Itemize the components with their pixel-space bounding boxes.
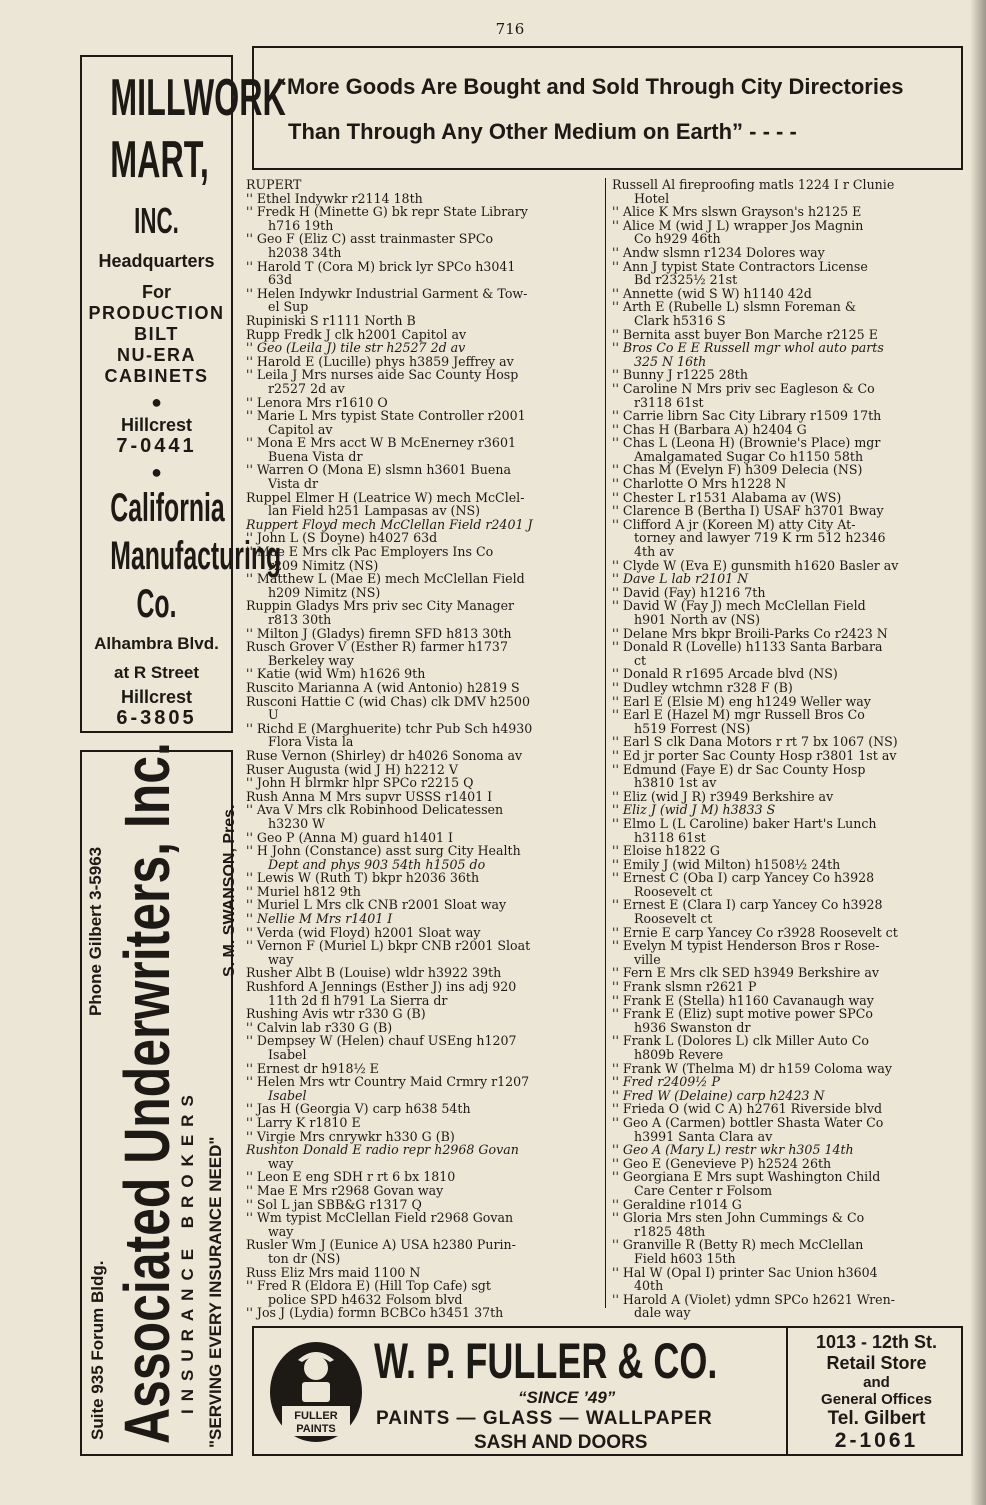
directory-entry-line: '' Ava V Mrs clk Robinhood Delicatessen	[246, 802, 504, 818]
directory-entry-line: '' Lenora Mrs r1610 O	[246, 394, 388, 410]
directory-entry-line: '' Geo A (Carmen) bottler Shasta Water Co	[612, 1114, 884, 1130]
directory-entry-line: '' Wm typist McClellan Field r2968 Govan	[246, 1210, 514, 1226]
directory-entry-line: '' Fredk H (Minette G) bk repr State Library	[246, 204, 528, 220]
directory-entry-line: '' Mae E Mrs clk Pac Employers Ins Co	[246, 544, 494, 560]
fuller-paints-logo	[268, 1340, 364, 1444]
directory-entry-line: '' Donald R (Lovelle) h1133 Santa Barbara	[612, 639, 883, 655]
directory-entry-line: Bd r2325½ 21st	[634, 272, 738, 288]
directory-entry-line: '' David (Fay) h1216 7th	[612, 584, 766, 600]
directory-entry-line: '' Chas L (Leona H) (Brownie's Place) mgr	[612, 435, 881, 451]
directory-entry-line: '' Fred r2409½ P	[612, 1074, 720, 1090]
directory-entry-line: '' Eliz (wid J R) r3949 Berkshire av	[612, 788, 834, 804]
directory-entry-line: '' Evelyn M typist Henderson Bros r Rose-	[612, 938, 880, 954]
directory-entry-line: '' Fern E Mrs clk SED h3949 Berkshire av	[612, 965, 880, 981]
logo-text: FULLER	[294, 1410, 338, 1422]
directory-entry-line: '' Dempsey W (Helen) chauf USEng h1207	[246, 1033, 517, 1049]
ad-president: S. M. SWANSON, Pres.	[221, 804, 238, 977]
directory-entry-line: '' Gloria Mrs sten John Cummings & Co	[612, 1210, 865, 1226]
directory-entry-line: '' Fred W (Delaine) carp h2423 N	[612, 1087, 825, 1103]
directory-entry-line: 325 N 16th	[634, 353, 707, 369]
directory-entry-line: '' Donald R r1695 Arcade blvd (NS)	[612, 666, 838, 682]
directory-entry-line: '' Harold T (Cora M) brick lyr SPCo h3041	[246, 258, 516, 274]
directory-entry-line: '' Matthew L (Mae E) mech McClellan Field	[246, 571, 525, 587]
directory-entry-line: '' Emily J (wid Milton) h1508½ 24th	[612, 856, 841, 872]
directory-entry-line: '' Charlotte O Mrs h1228 N	[612, 476, 787, 492]
directory-entry-line: '' John H blrmkr hlpr SPCo r2215 Q	[246, 775, 474, 791]
fuller-name: W. P. FULLER & CO.	[374, 1333, 718, 1389]
directory-entry-line: '' Hal W (Opal I) printer Sac Union h3604	[612, 1264, 878, 1280]
directory-entry-line: ct	[634, 652, 647, 668]
directory-entry-line: Rusch Grover V (Esther R) farmer h1737	[246, 639, 508, 655]
directory-entry-line: Rusher Albt B (Louise) wldr h3922 39th	[246, 965, 502, 981]
directory-entry-line: Rushton Donald E radio repr h2968 Govan	[246, 1142, 519, 1158]
banner-line-2: Than Through Any Other Medium on Earth” - - - -	[288, 119, 797, 144]
directory-entry-line: h519 Forrest (NS)	[634, 720, 751, 736]
svg-text:PAINTS: PAINTS	[296, 1423, 336, 1435]
ad-company-name-2: MART,	[110, 131, 209, 189]
directory-column-left	[246, 178, 602, 1320]
directory-entry-line: Ruppin Gladys Mrs priv sec City Manager	[246, 598, 515, 614]
directory-entry-line: 11th 2d fl h791 La Sierra dr	[268, 992, 448, 1008]
directory-entry-line: ville	[634, 951, 661, 967]
ad-phone-number-2: 6-3805	[116, 707, 197, 729]
ad-suite: Suite 935 Forum Bldg.	[88, 1260, 107, 1440]
directory-entry-line: r1825 48th	[634, 1223, 706, 1239]
directory-entry-line: '' Geo (Leila J) tile str h2527 2d av	[246, 340, 466, 356]
ad-underwriters-subtitle: INSURANCE BROKERS	[178, 1087, 197, 1414]
directory-entry-line: '' Delane Mrs bkpr Broili-Parks Co r2423 N	[612, 625, 888, 641]
directory-entry-line: '' Warren O (Mona E) slsmn h3601 Buena	[246, 462, 511, 478]
directory-entry-line: Russ Eliz Mrs maid 1100 N	[246, 1264, 421, 1280]
directory-entry-line: '' Harold A (Violet) ydmn SPCo h2621 Wren-	[612, 1291, 896, 1307]
directory-entry-line: '' Geo A (Mary L) restr wkr h305 14th	[612, 1142, 854, 1158]
ad-nu-era: NU-ERA	[117, 345, 196, 365]
directory-entry-line: ton dr (NS)	[268, 1250, 341, 1266]
directory-entry-line: '' Eloise h1822 G	[612, 843, 720, 859]
directory-entry-line: h2038 34th	[268, 244, 342, 260]
page-number: 716	[495, 20, 525, 38]
directory-entry-line: Rupp Fredk J clk h2001 Capitol av	[246, 326, 467, 342]
fuller-tel: Tel. Gilbert	[827, 1408, 926, 1429]
directory-entry-line: '' Georgiana E Mrs supt Washington Child	[612, 1169, 881, 1185]
directory-entry-line: Rushing Avis wtr r330 G (B)	[246, 1006, 426, 1022]
directory-entry-line: h809b Revere	[634, 1047, 724, 1062]
bullet-icon: ●	[151, 392, 162, 412]
directory-column-right	[612, 178, 964, 1320]
directory-entry-line: '' Nellie M Mrs r1401 I	[246, 911, 393, 927]
directory-entry-line: Ruppert Floyd mech McClellan Field r2401 J	[246, 516, 533, 532]
directory-entry-line: '' Ed jr porter Sac County Hosp r3801 1st av	[612, 747, 897, 763]
directory-entry-line: r813 30th	[268, 612, 332, 627]
ad-address-2: at R Street	[113, 663, 200, 682]
directory-entry-line: h3230 W	[268, 815, 326, 831]
ad-california-3: Co.	[136, 582, 177, 626]
directory-entry-line: Ruscito Marianna A (wid Antonio) h2819 S	[246, 679, 520, 695]
ad-underwriters-slogan: "SERVING EVERY INSURANCE NEED"	[206, 1136, 225, 1448]
directory-entry-line: r3118 61st	[634, 394, 704, 410]
ad-company-name-3: INC.	[134, 200, 179, 241]
fuller-and: and	[863, 1374, 890, 1391]
directory-entry-line: '' Chas H (Barbara A) h2404 G	[612, 421, 807, 437]
directory-entry-line: '' Muriel L Mrs clk CNB r2001 Sloat way	[246, 897, 507, 913]
directory-entry-line: Ruse Vernon (Shirley) dr h4026 Sonoma av	[246, 747, 523, 763]
directory-entry-line: Rupiniski S r1111 North B	[246, 312, 416, 328]
directory-entry-line: '' Harold E (Lucille) phys h3859 Jeffrey av	[246, 353, 514, 369]
directory-entry-line: '' Geo E (Genevieve P) h2524 26th	[612, 1155, 832, 1171]
directory-entry-line: '' Mae E Mrs r2968 Govan way	[246, 1182, 444, 1198]
directory-entry-line: '' Ernie E carp Yancey Co r3928 Roosevelt ct	[612, 924, 898, 940]
directory-entry-line: el Sup	[268, 299, 309, 315]
directory-entry-line: h901 North av (NS)	[634, 612, 761, 627]
ad-cabinets: CABINETS	[104, 366, 209, 386]
directory-entry-line: '' Muriel h812 9th	[246, 883, 361, 899]
ad-address-1: Alhambra Blvd.	[94, 634, 219, 653]
directory-entry-line: Flora Vista la	[268, 734, 354, 750]
fuller-products: PAINTS — GLASS — WALLPAPER	[376, 1408, 713, 1429]
page-edge-shadow	[970, 0, 986, 1505]
directory-entry-line: '' Ann J typist State Contractors License	[612, 258, 868, 274]
directory-entry-line: '' Frank E (Eliz) supt motive power SPCo	[612, 1006, 873, 1022]
directory-entry-line: Dept and phys 903 54th h1505 do	[268, 856, 486, 872]
directory-entry-line: '' Larry K r1810 E	[246, 1114, 361, 1130]
directory-entry-line: '' Milton J (Gladys) firemn SFD h813 30th	[246, 625, 512, 641]
directory-entry-line: Field h603 15th	[634, 1250, 736, 1266]
directory-entry-line: '' John L (S Doyne) h4027 63d	[246, 530, 438, 546]
directory-entry-line: '' Chas M (Evelyn F) h309 Delecia (NS)	[612, 462, 863, 478]
directory-entry-line: way	[268, 1155, 294, 1171]
directory-entry-line: Rusconi Hattie C (wid Chas) clk DMV h2500	[246, 693, 530, 709]
directory-entry-line: dale way	[634, 1305, 691, 1321]
directory-entry-line: Roosevelt ct	[634, 911, 713, 927]
directory-entry-line: '' Geo F (Eliz C) asst trainmaster SPCo	[246, 231, 494, 247]
directory-entry-line: Berkeley way	[268, 652, 354, 668]
ad-phone-exchange-1: Hillcrest	[120, 415, 193, 435]
directory-entry-line: way	[268, 1223, 294, 1239]
directory-entry-line: '' Clarence B (Bertha I) USAF h3701 Bway	[612, 503, 884, 519]
directory-entry-line: Amalgamated Sugar Co h1150 58th	[634, 448, 864, 464]
ad-headquarters: Headquarters	[98, 251, 215, 271]
directory-entry-line: '' Jas H (Georgia V) carp h638 54th	[246, 1101, 471, 1117]
ad-underwriters-name: Associated Underwriters, Inc.	[111, 742, 183, 1444]
directory-entry-line: '' Ernest E (Clara I) carp Yancey Co h3928	[612, 897, 883, 913]
directory-entry-line: 4th av	[634, 544, 674, 560]
directory-entry-line: h209 Nimitz (NS)	[268, 584, 381, 600]
directory-entry-line: Hotel	[634, 190, 670, 206]
directory-entry-line: Buena Vista dr	[268, 448, 363, 464]
directory-entry-line: '' Frank W (Thelma M) dr h159 Coloma way	[612, 1060, 892, 1076]
directory-entry-line: '' Lewis W (Ruth T) bkpr h2036 36th	[246, 870, 480, 886]
directory-entry-line: '' Frank slsmn r2621 P	[612, 979, 757, 995]
ad-california-1: California	[110, 486, 225, 530]
directory-entry-line: '' Alice M (wid J L) wrapper Jos Magnin	[612, 217, 864, 233]
ad-california-2: Manufacturing	[110, 534, 282, 578]
directory-entry-line: Co h929 46th	[634, 231, 721, 247]
directory-entry-line: '' Frank E (Stella) h1160 Cavanaugh way	[612, 992, 874, 1008]
directory-entry-line: Rush Anna M Mrs supvr USSS r1401 I	[246, 788, 493, 804]
ad-production: PRODUCTION	[88, 303, 225, 323]
directory-entry-line: '' Frank L (Dolores L) clk Miller Auto Co	[612, 1033, 869, 1049]
directory-entry-line: U	[268, 707, 279, 723]
directory-entry-line: '' Geo P (Anna M) guard h1401 I	[246, 829, 453, 845]
directory-entry-line: '' Andw slsmn r1234 Dolores way	[612, 244, 825, 260]
directory-entry-line: '' Mona E Mrs acct W B McEnerney r3601	[246, 435, 516, 451]
directory-entry-line: RUPERT	[246, 177, 302, 192]
directory-entry-line: '' Elmo L (L Caroline) baker Hart's Lunch	[612, 815, 877, 831]
directory-entry-line: '' Bunny J r1225 28th	[612, 367, 748, 383]
directory-entry-line: Isabel	[268, 1087, 307, 1103]
directory-entry-line: '' Caroline N Mrs priv sec Eagleson & Co	[612, 380, 875, 396]
directory-entry-line: '' Virgie Mrs cnrywkr h330 G (B)	[246, 1128, 455, 1144]
directory-entry-line: '' Marie L Mrs typist State Controller r2001	[246, 408, 526, 424]
directory-entry-line: '' Granville R (Betty R) mech McClellan	[612, 1237, 864, 1253]
directory-entry-line: 40th	[634, 1278, 664, 1294]
directory-entry-line: '' Clifford A jr (Koreen M) atty City At-	[612, 516, 856, 532]
banner-line-1: “More Goods Are Bought and Sold Through City Directories	[276, 74, 904, 99]
directory-entry-line: Rusler Wm J (Eunice A) USA h2380 Purin-	[246, 1237, 516, 1253]
directory-entry-line: '' Eliz J (wid J M) h3833 S	[612, 802, 776, 818]
directory-entry-line: Ruser Augusta (wid J H) h2212 V	[246, 761, 458, 777]
slogan-banner	[252, 46, 963, 170]
directory-entry-line: 63d	[268, 272, 293, 288]
directory-entry-line: '' Geraldine r1014 G	[612, 1196, 742, 1212]
directory-entry-line: '' Edmund (Faye E) dr Sac County Hosp	[612, 761, 866, 777]
directory-entry-line: '' Helen Mrs wtr Country Maid Crmry r1207	[246, 1074, 530, 1090]
directory-entry-line: '' Bros Co E E Russell mgr whol auto parts	[612, 340, 884, 356]
directory-entry-line: '' Ernest dr h918½ E	[246, 1060, 379, 1076]
column-divider	[605, 178, 606, 1308]
directory-entry-line: '' Arth E (Rubelle L) slsmn Foreman &	[612, 299, 857, 315]
directory-entry-line: '' Calvin lab r330 G (B)	[246, 1019, 393, 1035]
directory-entry-line: '' Dudley wtchmn r328 F (B)	[612, 679, 793, 695]
directory-entry-line: '' Sol L jan SBB&G r1317 Q	[246, 1196, 422, 1212]
directory-entry-line: h3118 61st	[634, 829, 706, 845]
directory-entry-line: '' Earl E (Hazel M) mgr Russell Bros Co	[612, 707, 865, 723]
associated-underwriters-ad	[80, 742, 238, 1456]
directory-entry-line: '' Leila J Mrs nurses aide Sac County Hosp	[246, 367, 519, 383]
directory-entry-line: way	[268, 951, 294, 967]
directory-entry-line: Care Center r Folsom	[634, 1182, 773, 1198]
directory-entry-line: '' Helen Indywkr Industrial Garment & Tow-	[246, 285, 528, 301]
directory-entry-line: Roosevelt ct	[634, 883, 713, 899]
directory-entry-line: lan Field h251 Lampasas av (NS)	[268, 503, 481, 519]
directory-entry-line: '' Earl S clk Dana Motors r rt 7 bx 1067 (NS)	[612, 734, 898, 750]
directory-entry-line: Ruppel Elmer H (Leatrice W) mech McClel-	[246, 489, 525, 505]
directory-entry-line: '' Fred R (Eldora E) (Hill Top Cafe) sgt	[246, 1278, 491, 1294]
directory-entry-line: r2527 2d av	[268, 380, 345, 396]
directory-entry-line: '' Dave L lab r2101 N	[612, 571, 749, 587]
ad-phone-number-1: 7-0441	[116, 435, 197, 457]
fuller-store: Retail Store	[826, 1353, 927, 1373]
directory-entry-line: '' Clyde W (Eva E) gunsmith h1620 Basler av	[612, 557, 899, 573]
ad-phone: Phone Gilbert 3-5963	[86, 846, 105, 1016]
directory-entry-line: Russell Al fireproofing matls 1224 I r Clunie	[612, 177, 895, 192]
directory-entry-line: Rushford A Jennings (Esther J) ins adj 920	[246, 979, 517, 995]
directory-entry-line: '' Chester L r1531 Alabama av (WS)	[612, 489, 842, 505]
directory-entry-line: '' Earl E (Elsie M) eng h1249 Weller way	[612, 693, 871, 709]
directory-entry-line: torney and lawyer 719 K rm 512 h2346	[634, 530, 886, 546]
directory-entry-line: '' Ernest C (Oba I) carp Yancey Co h3928	[612, 870, 875, 886]
directory-entry-line: '' Annette (wid S W) h1140 42d	[612, 285, 812, 301]
directory-entry-line: '' Bernita asst buyer Bon Marche r2125 E	[612, 326, 878, 342]
directory-entry-line: h3810 1st av	[634, 775, 717, 791]
directory-entry-line: '' Katie (wid Wm) h1626 9th	[246, 666, 426, 682]
fuller-products-2: SASH AND DOORS	[474, 1432, 648, 1453]
ad-company-name-1: MILLWORK	[110, 69, 286, 127]
directory-entry-line: '' Frieda O (wid C A) h2761 Riverside blvd	[612, 1101, 883, 1117]
fuller-offices: General Offices	[821, 1391, 932, 1408]
bullet-icon: ●	[151, 462, 162, 482]
fuller-address: 1013 - 12th St.	[815, 1332, 938, 1352]
directory-entry-line: h3991 Santa Clara av	[634, 1128, 773, 1144]
directory-entry-line: '' Verda (wid Floyd) h2001 Sloat way	[246, 924, 481, 940]
directory-entry-line: '' Jos J (Lydia) formn BCBCo h3451 37th	[246, 1305, 504, 1321]
fuller-since: “SINCE ’49”	[518, 1388, 616, 1407]
directory-entry-line: '' Carrie librn Sac City Library r1509 17th	[612, 408, 882, 424]
directory-entry-line: h716 19th	[268, 217, 334, 233]
ad-for: For	[142, 282, 171, 302]
directory-entry-line: Isabel	[268, 1047, 307, 1062]
fuller-address-box	[786, 1326, 965, 1456]
directory-entry-line: Clark h5316 S	[634, 312, 726, 328]
directory-entry-line: Capitol av	[268, 421, 333, 437]
directory-entry-line: police SPD h4632 Folsom blvd	[268, 1291, 463, 1307]
ad-bilt: BILT	[134, 324, 179, 344]
ad-phone-exchange-2: Hillcrest	[120, 687, 193, 707]
directory-entry-line: '' Vernon F (Muriel L) bkpr CNB r2001 Sloat	[246, 938, 531, 954]
directory-entry-line: h936 Swanston dr	[634, 1019, 751, 1035]
fuller-co-ad	[252, 1326, 963, 1456]
directory-entry-line: '' Richd E (Marghuerite) tchr Pub Sch h4930	[246, 720, 533, 736]
directory-entry-line: '' H John (Constance) asst surg City Health	[246, 843, 521, 859]
directory-entry-line: '' Ethel Indywkr r2114 18th	[246, 190, 423, 206]
fuller-tel-number: 2-1061	[834, 1429, 919, 1452]
directory-entry-line: '' David W (Fay J) mech McClellan Field	[612, 598, 866, 614]
directory-entry-line: '' Alice K Mrs slswn Grayson's h2125 E	[612, 204, 862, 220]
directory-entry-line: Vista dr	[268, 476, 319, 492]
directory-entry-line: r209 Nimitz (NS)	[268, 557, 379, 573]
directory-entry-line: '' Leon E eng SDH r rt 6 bx 1810	[246, 1169, 456, 1185]
